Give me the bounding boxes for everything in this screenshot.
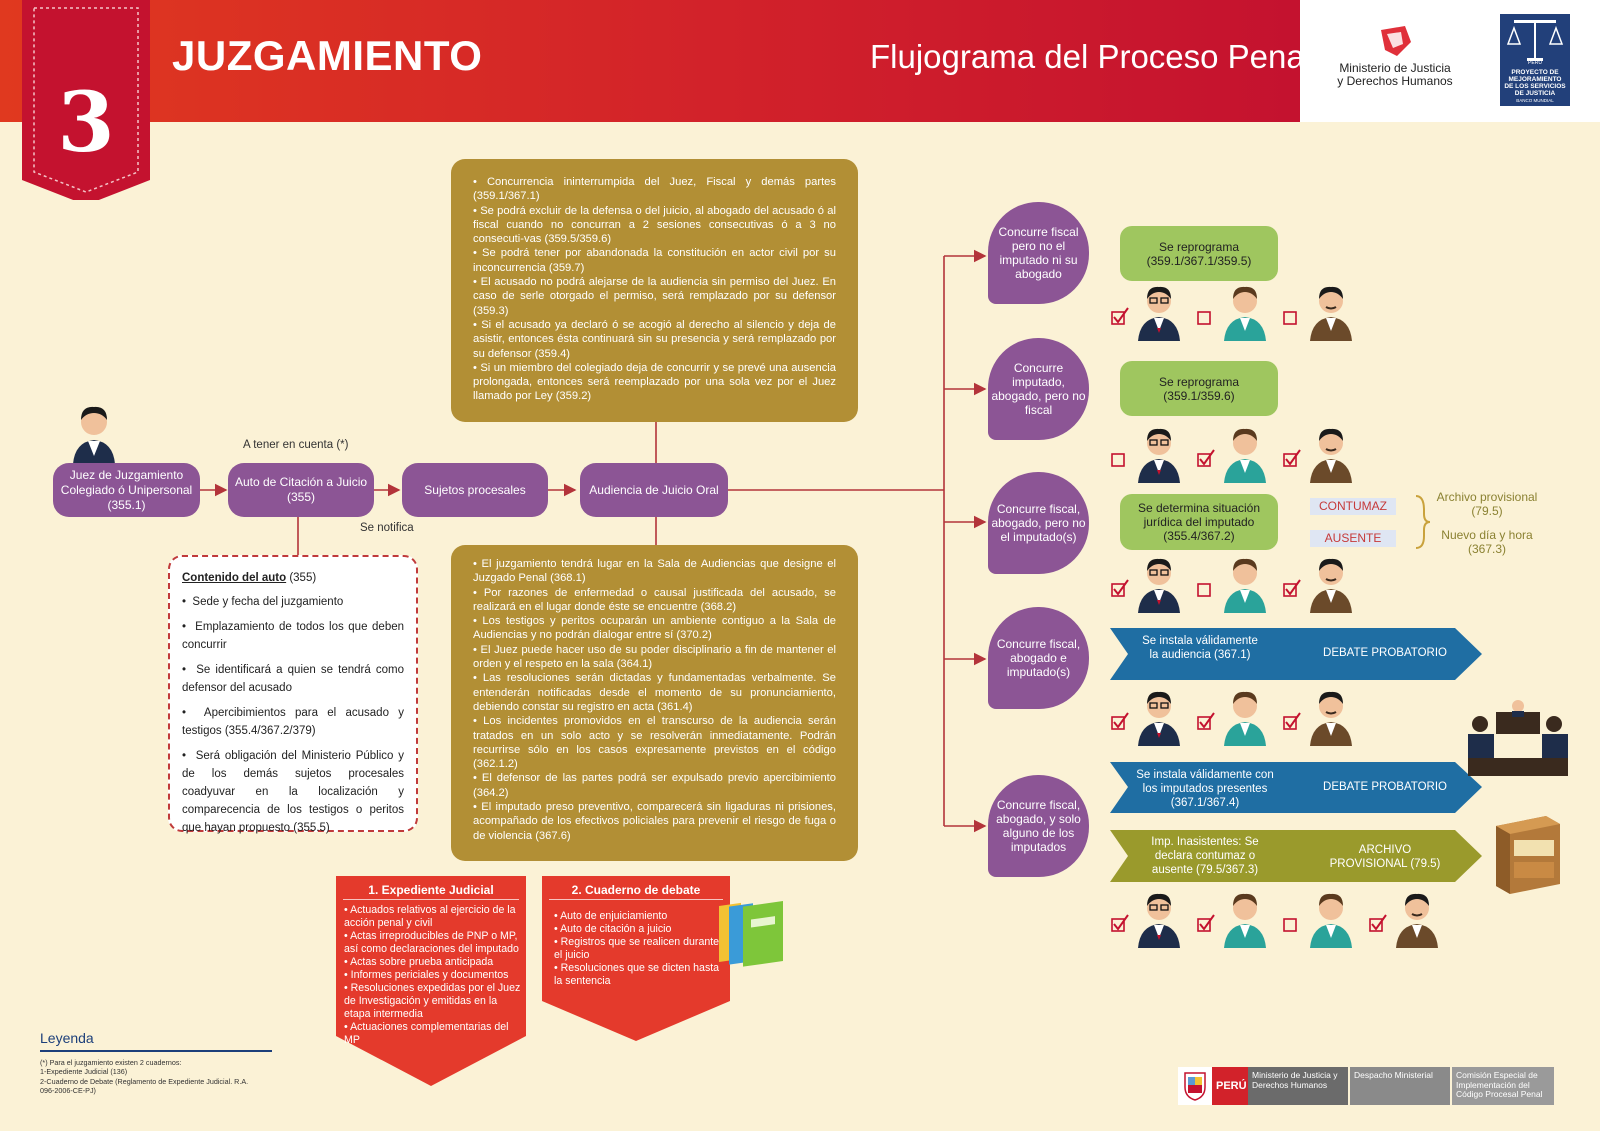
contumaz-tag: CONTUMAZ [1310, 498, 1396, 515]
defendant-figure-icon [1304, 688, 1358, 746]
result-situacion-juridica: Se determina situación jurídica del imputado (355.4/367.2) [1120, 494, 1278, 550]
arrow1-left-text: Se instala válidamente la audiencia (367.1) [1142, 635, 1258, 661]
unchecked-box-icon [1282, 307, 1302, 327]
result-reprograma-2: Se reprograma (359.1/359.6) [1120, 361, 1278, 416]
audiencia-juicio-oral-node: Audiencia de Juicio Oral [580, 463, 728, 517]
file-cabinet-icon [1486, 812, 1566, 894]
contenido-item: • Se identificará a quien se tendrá como defensor del acusado [182, 664, 404, 694]
case-condition-4: Concurre fiscal, abogado e imputado(s) [988, 607, 1089, 709]
checked-box-icon [1110, 579, 1130, 599]
unchecked-box-icon [1110, 449, 1130, 469]
attendance-cell [1282, 688, 1368, 748]
step-number: 3 [57, 75, 115, 171]
attendance-cell [1110, 555, 1196, 615]
checked-box-icon [1196, 449, 1216, 469]
footer-despacho: Despacho Ministerial [1350, 1067, 1450, 1105]
expediente-item: • Resoluciones expedidas por el Juez de Investigación y emitidas en la etapa intermedia [344, 982, 521, 1020]
arrow2-right-text: DEBATE PROBATORIO [1323, 781, 1447, 793]
checked-box-icon [1196, 712, 1216, 732]
legend-underline [40, 1050, 272, 1052]
attendance-cell [1196, 688, 1282, 748]
auto-citacion-node: Auto de Citación a Juicio (355) [228, 463, 374, 517]
fiscal-figure-icon [1132, 555, 1186, 613]
result-reprograma-1: Se reprograma (359.1/367.1/359.5) [1120, 226, 1278, 281]
binders-icon [719, 898, 789, 970]
expediente-item: • Actuaciones complementarias del MP [344, 1021, 509, 1046]
contenido-auto-title-suffix: (355) [286, 572, 317, 584]
page-subtitle: Flujograma del Proceso Penal [870, 38, 1313, 75]
expediente-item: • Informes periciales y documentos [344, 969, 509, 981]
rule-item: • Las resoluciones serán dictadas y fundamentadas verbalmente. Se entenderán notificadas desde el momento de su pronunciamiento, debiendo constar su registro en acta (361.4) [473, 672, 836, 713]
attendance-cell [1282, 283, 1368, 343]
top-rules-box [451, 159, 858, 422]
checked-box-icon [1196, 914, 1216, 934]
legend-note: 1-Expediente Judicial (136) [40, 1067, 128, 1077]
lawyer-figure-icon [1218, 688, 1272, 746]
contenido-item: • Emplazamiento de todos los que deben concurrir [182, 621, 405, 651]
attendance-cell [1282, 890, 1368, 950]
footer-logos [1178, 1067, 1554, 1105]
legend-title: Leyenda [40, 1030, 94, 1046]
attendance-row-4 [1110, 688, 1370, 748]
contenido-auto-title: Contenido del auto [182, 572, 287, 584]
project-logo-text: PROYECTO DE MEJORAMIENTO DE LOS SERVICIOS DE JUSTICIA [1504, 69, 1566, 97]
fiscal-figure-icon [1132, 425, 1186, 483]
cuaderno-item: • Registros que se realicen durante el juicio [554, 936, 720, 961]
cuaderno-item: • Auto de citación a juicio [554, 923, 672, 935]
rule-item: • El imputado preso preventivo, comparecerá sin ligaduras ni prisiones, acompañado de los efectivos policiales para prevenir el riesgo de fuga o de violencia (367.6) [473, 801, 836, 842]
expediente-item: • Actas irreproducibles de PNP o MP, así como declaraciones del imputado [344, 930, 519, 955]
arrow3-right-text: ARCHIVO PROVISIONAL (79.5) [1329, 844, 1441, 870]
attendance-cell [1368, 890, 1454, 950]
attendance-cell [1110, 283, 1196, 343]
attendance-cell [1282, 555, 1368, 615]
rule-item: • Si un miembro del colegiado deja de concurrir y se prevé una ausencia prolongada, entonces será reemplazado por una sola vez por el Juez llamado por Ley (359.2) [473, 361, 836, 403]
a-tener-en-cuenta-label: A tener en cuenta (*) [243, 439, 349, 451]
judge-avatar-icon [67, 404, 121, 464]
footer-ministerio: Ministerio de Justicia y Derechos Humanos [1248, 1067, 1348, 1105]
footer-comision: Comisión Especial de Implementación del Código Procesal Penal [1452, 1067, 1554, 1105]
project-logo-country: PERU [1528, 60, 1542, 66]
arrow2-left-text: Se instala válidamente con los imputados presentes (367.1/367.4) [1136, 769, 1274, 809]
contenido-auto-box [168, 555, 418, 832]
expediente-item: • Actas sobre prueba anticipada [344, 956, 494, 968]
legend-note: 2-Cuaderno de Debate (Reglamento de Expediente Judicial. R.A. [40, 1076, 249, 1086]
attendance-row-2 [1110, 425, 1370, 485]
attendance-cell [1196, 555, 1282, 615]
checked-box-icon [1110, 307, 1130, 327]
cuaderno-list [554, 910, 724, 988]
sujetos-procesales-node: Sujetos procesales [402, 463, 548, 517]
archivo-provisional-note: Archivo provisional (79.5) [1436, 490, 1538, 518]
attendance-cell [1196, 425, 1282, 485]
expediente-item: • Actuados relativos al ejercicio de la acción penal y civil [344, 904, 516, 929]
attendance-cell [1196, 890, 1282, 950]
rule-item: • Los testigos y peritos ocuparán un ambiente contiguo a la Sala de Audiencias y no podrán dialogar entre sí (370.2) [473, 615, 836, 642]
fiscal-figure-icon [1132, 688, 1186, 746]
peru-shield-icon [1178, 1067, 1212, 1105]
defendant-figure-icon [1390, 890, 1444, 948]
rule-item: • Concurrencia ininterrumpida del Juez, Fiscal y demás partes (359.1/367.1) [473, 176, 836, 203]
bottom-rules-box [451, 545, 858, 861]
juez-node: Juez de Juzgamiento Colegiado ó Unipersonal (355.1) [53, 463, 200, 517]
legend-notes [40, 1058, 280, 1096]
unchecked-box-icon [1282, 914, 1302, 934]
unchecked-box-icon [1196, 579, 1216, 599]
rule-item: • Se podrá tener por abandonada la constitución en actor civil por su inconcurrencia (359.7) [473, 247, 836, 274]
project-logo-sub: BANCO MUNDIAL [1516, 98, 1554, 103]
attendance-cell [1110, 688, 1196, 748]
page-title: JUZGAMIENTO [172, 32, 483, 79]
attendance-cell [1196, 283, 1282, 343]
ausente-tag: AUSENTE [1310, 530, 1396, 547]
fiscal-figure-icon [1132, 283, 1186, 341]
case-condition-1: Concurre fiscal pero no el imputado ni su abogado [988, 202, 1089, 304]
rule-item: • El defensor de las partes podrá ser expulsado previo apercibimiento (364.2) [473, 772, 836, 799]
checked-box-icon [1282, 712, 1302, 732]
se-notifica-label: Se notifica [360, 522, 414, 534]
attendance-row-1 [1110, 283, 1370, 343]
checked-box-icon [1110, 712, 1130, 732]
fiscal-figure-icon [1132, 890, 1186, 948]
courtroom-icon [1468, 698, 1568, 778]
cuaderno-item: • Auto de enjuiciamiento [554, 910, 668, 922]
rule-item: • Por razones de enfermedad o causal justificada del acusado, se realizará en el lugar donde éste se encuentre (368.2) [473, 586, 836, 613]
attendance-cell [1282, 425, 1368, 485]
attendance-cell [1110, 890, 1196, 950]
rule-item: • Se podrá excluir de la defensa o del juicio, al abogado del acusado ó al fiscal cuando no concurran a 2 sesiones consecutivas ó a 3 no consecuti-vas (359.5/359.6) [473, 204, 836, 246]
legend-note: 096-2006-CE-PJ) [40, 1086, 96, 1096]
expediente-divider [343, 899, 519, 900]
contenido-item: • Sede y fecha del juzgamiento [182, 596, 344, 608]
rule-item: • El acusado no podrá alejarse de la audiencia sin permiso del Juez. En caso de serle otorgado el permiso, será remplazado por su defensor (359.3) [473, 276, 836, 317]
defendant-figure-icon [1304, 425, 1358, 483]
lawyer-figure-icon [1218, 283, 1272, 341]
attendance-row-3 [1110, 555, 1370, 615]
checked-box-icon [1282, 579, 1302, 599]
cuaderno-title: 2. Cuaderno de debate [571, 883, 701, 897]
lawyer-figure-icon [1304, 890, 1358, 948]
cuaderno-item: • Resoluciones que se dicten hasta la sentencia [554, 962, 720, 987]
case-condition-3: Concurre fiscal, abogado, pero no el imputado(s) [988, 472, 1089, 574]
expediente-list [344, 904, 522, 1047]
contenido-item: • Será obligación del Ministerio Público y de los demás sujetos procesales coadyuvar en la localización y comparecencia de los testigos o peritos que hayan propuesto (355.5) [182, 750, 404, 834]
case-condition-5: Concurre fiscal, abogado, y solo alguno de los imputados [988, 775, 1089, 877]
rule-item: • Si el acusado ya declaró ó se acogió al derecho al silencio y deja de asistir, entonces ésta continuará sin su presencia y será remplazado por su defensor (359.4) [473, 318, 836, 360]
rule-item: • El Juez puede hacer uso de su poder disciplinario a fin de mantener el orden y el respeto en la sala (364.1) [473, 643, 836, 671]
case-condition-2: Concurre imputado, abogado, pero no fiscal [988, 338, 1089, 440]
expediente-title: 1. Expediente Judicial [368, 883, 494, 897]
unchecked-box-icon [1196, 307, 1216, 327]
defendant-figure-icon [1304, 283, 1358, 341]
checked-box-icon [1110, 914, 1130, 934]
rule-item: • El juzgamiento tendrá lugar en la Sala de Audiencias que designe el Juzgado Penal (368.1) [473, 558, 836, 585]
defendant-figure-icon [1304, 555, 1358, 613]
legend-note: (*) Para el juzgamiento existen 2 cuadernos: [40, 1058, 182, 1067]
rule-item: • Los incidentes promovidos en el transcurso de la audiencia serán tratados en un solo acto y se resolverán inmediatamente. Podrán recurrirse sólo en los casos expresamente previstos en el código (362.1.2) [473, 715, 836, 771]
lawyer-figure-icon [1218, 890, 1272, 948]
attendance-cell [1110, 425, 1196, 485]
ministry-logo-text: Ministerio de Justicia y Derechos Humanos [1337, 61, 1453, 88]
lawyer-figure-icon [1218, 555, 1272, 613]
arrow3-left-text: Imp. Inasistentes: Se declara contumaz o ausente (79.5/367.3) [1151, 836, 1259, 876]
cuaderno-divider [549, 899, 723, 900]
attendance-row-5 [1110, 890, 1455, 950]
footer-peru: PERÚ [1212, 1067, 1248, 1105]
nuevo-dia-hora-note: Nuevo día y hora (367.3) [1441, 528, 1533, 556]
lawyer-figure-icon [1218, 425, 1272, 483]
arrow1-right-text: DEBATE PROBATORIO [1323, 647, 1447, 659]
contenido-item: • Apercibimientos para el acusado y testigos (355.4/367.2/379) [182, 707, 404, 737]
checked-box-icon [1282, 449, 1302, 469]
checked-box-icon [1368, 914, 1388, 934]
